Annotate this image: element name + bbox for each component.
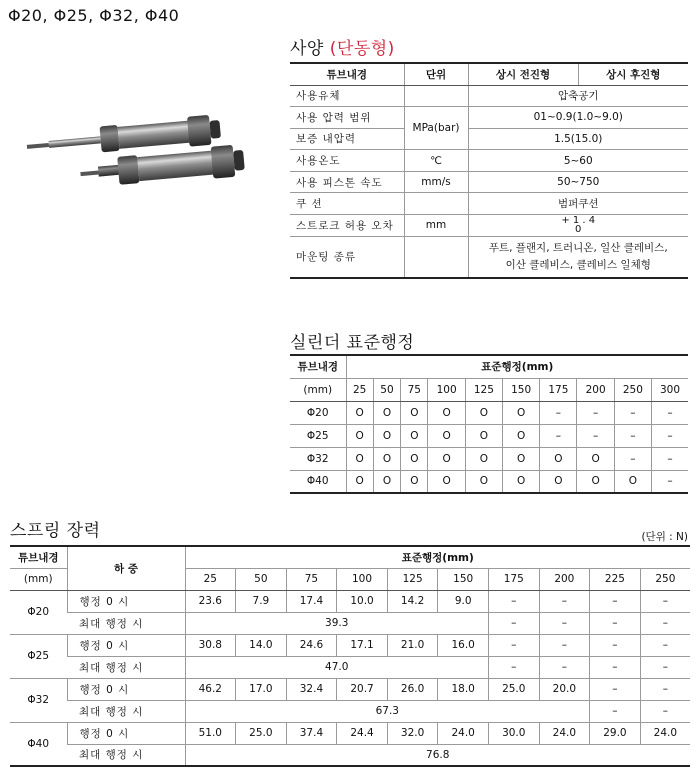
spring-cell: 32.0 — [387, 722, 438, 744]
spring-cell: 16.0 — [438, 634, 489, 656]
spring-row-bore: Φ20 — [10, 590, 67, 634]
spring-cell: – — [590, 634, 641, 656]
stroke-col-100: 100 — [428, 378, 465, 401]
mounting-line-1: 푸트, 플랜지, 트러니온, 일산 클레비스, — [488, 241, 668, 254]
spring-col-225: 225 — [590, 568, 641, 590]
stroke-cell: O — [401, 424, 428, 447]
spec-label-pressure: 사용 압력 범위 — [290, 107, 404, 129]
spec-label-tolerance: 스트로크 허용 오차 — [290, 215, 404, 237]
spring-cell: – — [640, 612, 690, 634]
stroke-cell: O — [614, 470, 651, 493]
stroke-cell: – — [540, 401, 577, 424]
stroke-cell: O — [373, 401, 400, 424]
spring-cell: – — [539, 634, 590, 656]
spring-cell: – — [590, 590, 641, 612]
stroke-cell: O — [373, 447, 400, 470]
stroke-cell: O — [465, 447, 502, 470]
spring-cell: 10.0 — [337, 590, 388, 612]
spring-cell: 25.0 — [488, 678, 539, 700]
stroke-cell: O — [502, 470, 539, 493]
spec-value-tolerance — [468, 215, 688, 237]
spring-max-value: 76.8 — [185, 744, 690, 766]
stroke-cell: O — [346, 470, 373, 493]
stroke-col-250: 250 — [614, 378, 651, 401]
spring-label-zero: 행정 0 시 — [67, 634, 185, 656]
page-title: Φ20, Φ25, Φ32, Φ40 — [8, 6, 180, 25]
stroke-row-bore: Φ25 — [290, 424, 346, 447]
spring-col-100: 100 — [337, 568, 388, 590]
stroke-cell: – — [651, 424, 688, 447]
stroke-cell: O — [373, 424, 400, 447]
spring-col-75: 75 — [286, 568, 337, 590]
spec-label-temp: 사용온도 — [290, 150, 404, 172]
spring-cell: 46.2 — [185, 678, 236, 700]
stroke-cell: O — [465, 424, 502, 447]
col-backward: 상시 후진형 — [578, 63, 688, 85]
spring-label-zero: 행정 0 시 — [67, 678, 185, 700]
spec-unit-empty — [404, 236, 468, 278]
stroke-cell: – — [577, 424, 614, 447]
stroke-col-75: 75 — [401, 378, 428, 401]
spec-heading-sub: (단동형) — [329, 39, 395, 59]
stroke-cell: O — [373, 470, 400, 493]
spring-row-max — [10, 744, 690, 766]
spec-value-cushion: 범퍼쿠션 — [468, 193, 688, 215]
spring-row-bore: Φ40 — [10, 722, 67, 766]
stroke-cell: O — [401, 470, 428, 493]
spring-cell: 24.6 — [286, 634, 337, 656]
spring-row-zero — [10, 634, 690, 656]
spring-cell: – — [488, 656, 539, 678]
spring-cell: 24.4 — [337, 722, 388, 744]
spring-cell: 32.4 — [286, 678, 337, 700]
stroke-unit-label: (mm) — [290, 378, 346, 401]
stroke-col-50: 50 — [373, 378, 400, 401]
spring-cell: 20.7 — [337, 678, 388, 700]
spring-cell: – — [640, 590, 690, 612]
spring-max-value: 47.0 — [185, 656, 488, 678]
spring-col-125: 125 — [387, 568, 438, 590]
stroke-row — [290, 470, 688, 493]
spec-unit-empty — [404, 85, 468, 107]
spec-label-mounting: 마운팅 종류 — [290, 236, 404, 278]
spec-unit-empty — [404, 193, 468, 215]
spring-max-value: 39.3 — [185, 612, 488, 634]
spring-cell: 17.4 — [286, 590, 337, 612]
spring-cell: – — [640, 678, 690, 700]
stroke-cell: – — [614, 447, 651, 470]
stroke-cell: O — [577, 447, 614, 470]
spring-cell: 14.0 — [236, 634, 287, 656]
spring-row-zero — [10, 678, 690, 700]
spec-value-temp: 5~60 — [468, 150, 688, 172]
spring-cell: 9.0 — [438, 590, 489, 612]
spring-cell: – — [590, 656, 641, 678]
stroke-cell: O — [428, 447, 465, 470]
stroke-cell: – — [540, 424, 577, 447]
spring-col-150: 150 — [438, 568, 489, 590]
spring-row-zero — [10, 722, 690, 744]
stroke-row — [290, 447, 688, 470]
stroke-heading: 실린더 표준행정 — [290, 333, 415, 353]
stroke-cell: O — [540, 470, 577, 493]
spring-heading: 스프링 장력 — [10, 521, 101, 541]
spring-cell: 24.0 — [438, 722, 489, 744]
stroke-cell: O — [428, 424, 465, 447]
stroke-cell: O — [502, 424, 539, 447]
stroke-bore-label: 튜브내경 — [290, 355, 346, 378]
stroke-cell: O — [346, 401, 373, 424]
spring-unit-note: (단위 : N) — [641, 531, 688, 543]
spring-max-value: 67.3 — [185, 700, 590, 722]
spec-value-pressure: 01~0.9(1.0~9.0) — [468, 107, 688, 129]
stroke-cell: O — [577, 470, 614, 493]
cylinder-product-image — [18, 96, 248, 196]
stroke-col-175: 175 — [540, 378, 577, 401]
col-forward: 상시 전진형 — [468, 63, 578, 85]
spring-row-bore: Φ25 — [10, 634, 67, 678]
col-unit: 단위 — [404, 63, 468, 85]
spring-cell: 24.0 — [539, 722, 590, 744]
spring-label-max: 최대 행정 시 — [67, 656, 185, 678]
spring-unit-label: (mm) — [10, 568, 67, 590]
spring-cell: 30.0 — [488, 722, 539, 744]
spec-label-speed: 사용 피스톤 속도 — [290, 171, 404, 193]
spring-cell: – — [640, 700, 690, 722]
spec-table — [290, 62, 688, 279]
stroke-cell: – — [651, 447, 688, 470]
spec-unit-tolerance: mm — [404, 215, 468, 237]
spring-cell: 51.0 — [185, 722, 236, 744]
spring-col-200: 200 — [539, 568, 590, 590]
spring-cell: 30.8 — [185, 634, 236, 656]
spec-value-mounting — [468, 236, 688, 278]
stroke-row-bore: Φ40 — [290, 470, 346, 493]
spring-cell: – — [640, 634, 690, 656]
stroke-cell: O — [401, 447, 428, 470]
stroke-cell: O — [465, 470, 502, 493]
stroke-cell: O — [502, 447, 539, 470]
spring-label-zero: 행정 0 시 — [67, 722, 185, 744]
stroke-col-200: 200 — [577, 378, 614, 401]
spring-row-max — [10, 612, 690, 634]
stroke-cell: – — [614, 424, 651, 447]
spec-unit-pressure: MPa(bar) — [404, 107, 468, 150]
stroke-row — [290, 424, 688, 447]
spec-heading: 사양 (단동형) — [290, 39, 395, 59]
spec-label-proof: 보증 내압력 — [290, 128, 404, 150]
spring-cell: 37.4 — [286, 722, 337, 744]
spring-label-zero: 행정 0 시 — [67, 590, 185, 612]
spring-cell: 7.9 — [236, 590, 287, 612]
stroke-row — [290, 401, 688, 424]
spec-unit-speed: mm/s — [404, 171, 468, 193]
spec-label-fluid: 사용유체 — [290, 85, 404, 107]
stroke-cell: O — [465, 401, 502, 424]
spring-cell: 23.6 — [185, 590, 236, 612]
spring-cell: 21.0 — [387, 634, 438, 656]
spring-table — [10, 545, 690, 767]
stroke-col-25: 25 — [346, 378, 373, 401]
spring-label-max: 최대 행정 시 — [67, 700, 185, 722]
stroke-cell: O — [346, 424, 373, 447]
stroke-cell: – — [577, 401, 614, 424]
spec-label-cushion: 쿠 션 — [290, 193, 404, 215]
spring-cell: 20.0 — [539, 678, 590, 700]
spring-cell: 24.0 — [640, 722, 690, 744]
spec-value-fluid: 압축공기 — [468, 85, 688, 107]
stroke-cell: O — [428, 401, 465, 424]
spring-cell: – — [640, 656, 690, 678]
stroke-cell: O — [428, 470, 465, 493]
stroke-row-bore: Φ20 — [290, 401, 346, 424]
stroke-cell: – — [651, 470, 688, 493]
stroke-col-125: 125 — [465, 378, 502, 401]
spring-cell: 26.0 — [387, 678, 438, 700]
tolerance-lower: 0 — [575, 223, 582, 235]
spec-unit-temp: ℃ — [404, 150, 468, 172]
spring-row-max — [10, 656, 690, 678]
spring-row-zero — [10, 590, 690, 612]
spring-cell: 25.0 — [236, 722, 287, 744]
stroke-cell: O — [540, 447, 577, 470]
spring-group-label: 표준행정(mm) — [185, 546, 690, 568]
stroke-cell: O — [401, 401, 428, 424]
spring-col-50: 50 — [236, 568, 287, 590]
stroke-col-150: 150 — [502, 378, 539, 401]
stroke-group-label: 표준행정(mm) — [346, 355, 688, 378]
stroke-cell: – — [614, 401, 651, 424]
stroke-cell: O — [502, 401, 539, 424]
spring-cell: – — [590, 678, 641, 700]
spring-label-max: 최대 행정 시 — [67, 744, 185, 766]
spring-cell: – — [539, 590, 590, 612]
spring-cell: – — [488, 590, 539, 612]
spring-cell: 14.2 — [387, 590, 438, 612]
spring-cell: – — [488, 634, 539, 656]
spring-load-label: 하 중 — [67, 546, 185, 590]
spring-cell: 18.0 — [438, 678, 489, 700]
spring-cell: – — [488, 612, 539, 634]
spring-col-175: 175 — [488, 568, 539, 590]
spring-cell: 29.0 — [590, 722, 641, 744]
spring-col-25: 25 — [185, 568, 236, 590]
spring-label-max: 최대 행정 시 — [67, 612, 185, 634]
mounting-line-2: 이산 클레비스, 클레비스 일체형 — [505, 258, 651, 271]
spring-cell: – — [539, 656, 590, 678]
stroke-cell: O — [346, 447, 373, 470]
stroke-cell: – — [651, 401, 688, 424]
stroke-col-300: 300 — [651, 378, 688, 401]
spring-cell: 17.1 — [337, 634, 388, 656]
spring-row-bore: Φ32 — [10, 678, 67, 722]
spring-cell: – — [590, 612, 641, 634]
spring-bore-label: 튜브내경 — [10, 546, 67, 568]
tolerance-upper: + 1 . 4 — [561, 214, 596, 226]
spring-row-max — [10, 700, 690, 722]
stroke-table — [290, 354, 688, 494]
spec-value-speed: 50~750 — [468, 171, 688, 193]
spring-cell: 17.0 — [236, 678, 287, 700]
spring-col-250: 250 — [640, 568, 690, 590]
spec-value-proof: 1.5(15.0) — [468, 128, 688, 150]
spring-cell: – — [539, 612, 590, 634]
spring-cell: – — [590, 700, 641, 722]
stroke-row-bore: Φ32 — [290, 447, 346, 470]
col-bore: 튜브내경 — [290, 63, 404, 85]
